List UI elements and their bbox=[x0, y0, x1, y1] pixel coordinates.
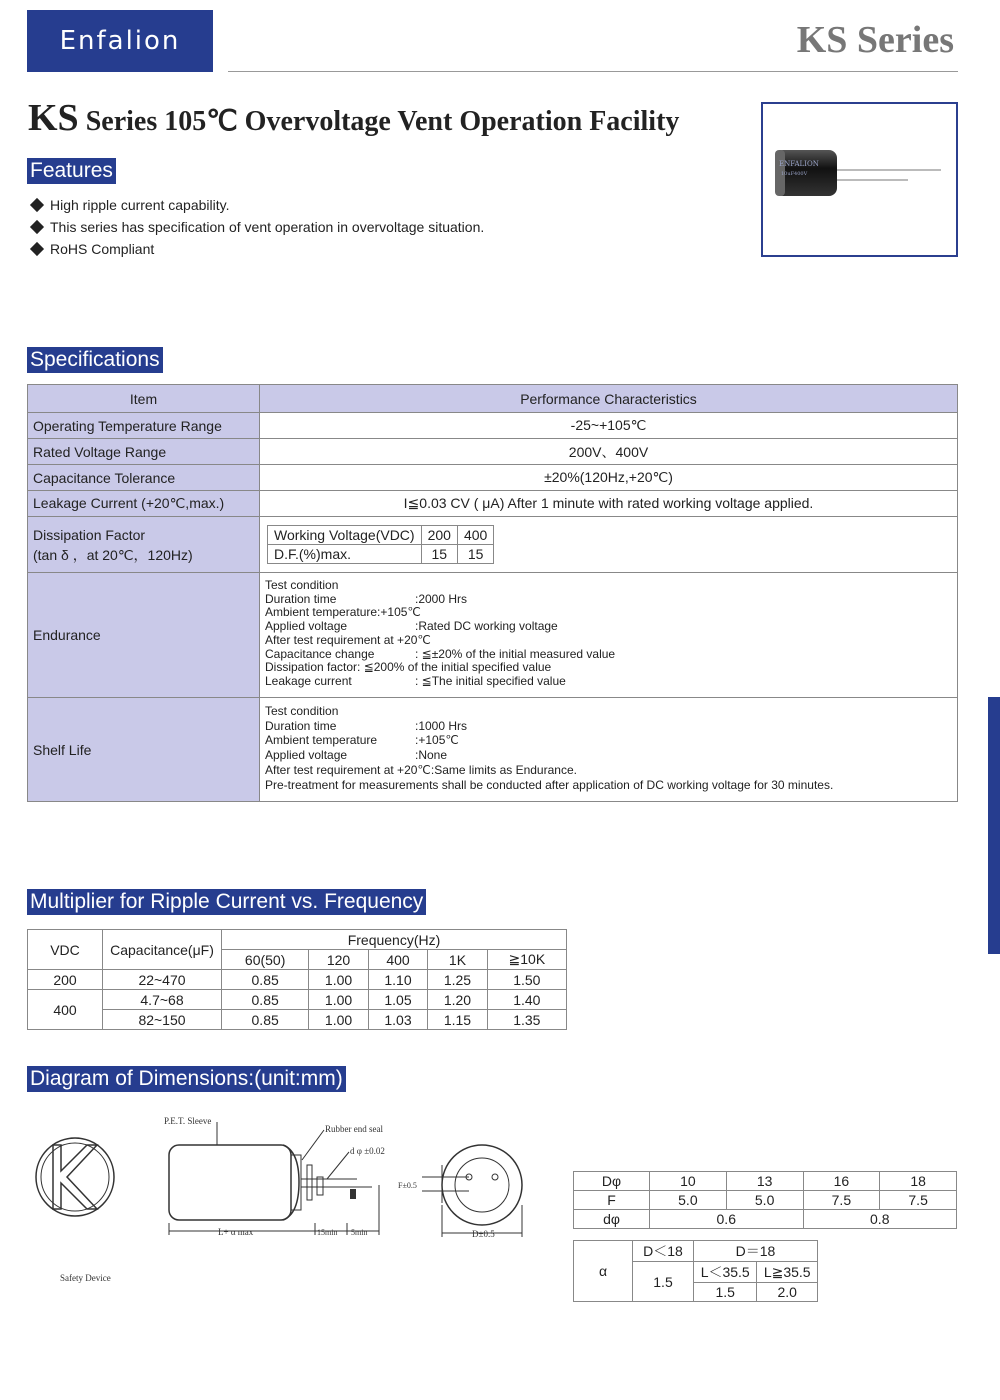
table-row: 200 22~470 0.85 1.00 1.10 1.25 1.50 bbox=[28, 970, 567, 990]
min15-label: 15min bbox=[317, 1228, 338, 1237]
diamond-bullet-icon bbox=[30, 220, 44, 234]
title-ks: KS bbox=[28, 97, 79, 139]
dphi-label: d φ ±0.02 bbox=[350, 1146, 385, 1156]
safety-label: Safety Device bbox=[60, 1273, 111, 1283]
capacitor-end-view bbox=[422, 1145, 522, 1237]
specifications-heading: Specifications bbox=[27, 347, 163, 373]
pet-label: P.E.T. Sleeve bbox=[164, 1116, 212, 1126]
df-table: Working Voltage(VDC) 200 400 D.F.(%)max. 15 15 bbox=[267, 525, 494, 564]
photo-label-1: ENFALION bbox=[779, 160, 819, 168]
photo-label-2: 10uF400V bbox=[781, 171, 808, 177]
shelf-life-row: Shelf Life Test condition Duration time :1000 Hrs Ambient temperature :+105℃ Applied voltage :None After test requirement at +20℃:Same limits as Endurance. Pre-treatment for measurements shall be conducted after application of DC working voltage for 30 minutes. bbox=[28, 698, 958, 802]
table-row: 82~150 0.85 1.00 1.03 1.15 1.35 bbox=[28, 1010, 567, 1030]
dimensions-heading: Diagram of Dimensions:(unit:mm) bbox=[27, 1066, 346, 1092]
rubber-label: Rubber end seal bbox=[325, 1124, 383, 1134]
title-rest: Series 105℃ Overvoltage Vent Operation Facility bbox=[85, 106, 680, 137]
min5-label: 5min bbox=[351, 1228, 368, 1237]
edge-tab-marker bbox=[988, 697, 1000, 954]
endurance-row: Endurance Test condition Duration time :2000 Hrs Ambient temperature:+105℃ Applied voltage :Rated DC working voltage After test requirement at +20℃ Capacitance change : ≦±20% of the initial measured value Dissipation factor: ≦200% of the initial specified value Leakage current : ≦The initial specified value bbox=[28, 573, 958, 698]
brand-logo bbox=[27, 10, 213, 72]
dimension-diagram bbox=[27, 1105, 567, 1295]
capacitor-side-view bbox=[169, 1122, 379, 1235]
page-title bbox=[28, 96, 679, 140]
table-row: Leakage Current (+20℃,max.) I≦0.03 CV ( μA) After 1 minute with rated working voltage applied. bbox=[28, 491, 958, 517]
capacitor-image bbox=[763, 104, 956, 255]
ripple-heading: Multiplier for Ripple Current vs. Frequency bbox=[27, 889, 426, 915]
table-row: Operating Temperature Range -25~+105℃ bbox=[28, 413, 958, 439]
diamond-bullet-icon bbox=[30, 242, 44, 256]
d-label: D±0.5 bbox=[472, 1229, 495, 1239]
safety-device-icon bbox=[36, 1138, 114, 1216]
series-title: KS Series bbox=[796, 19, 954, 61]
table-row: 400 4.7~68 0.85 1.00 1.05 1.20 1.40 bbox=[28, 990, 567, 1010]
diamond-bullet-icon bbox=[30, 198, 44, 212]
product-photo bbox=[761, 102, 958, 257]
alpha-table: α D＜18 D＝18 1.5 L＜35.5 L≧35.5 1.5 2.0 bbox=[573, 1240, 818, 1302]
brand-name: Enfalion bbox=[59, 26, 181, 56]
feature-item: RoHS Compliant bbox=[30, 241, 154, 257]
table-row: Dφ 10 13 16 18 bbox=[574, 1172, 957, 1191]
specifications-table bbox=[27, 384, 958, 802]
table-row: F 5.0 5.0 7.5 7.5 bbox=[574, 1191, 957, 1210]
table-row: Capacitance Tolerance ±20%(120Hz,+20℃) bbox=[28, 465, 958, 491]
ripple-table: VDC Capacitance(μF) Frequency(Hz) 60(50) 120 400 1K ≧10K 200 22~470 0.85 1.00 1.10 1.25 1.50 400 4.7~68 0.85 1.00 1.05 1.20 1.40 82~150 0.85 1.00 1.03 1.15 1.35 bbox=[27, 929, 567, 1030]
l-label: L+ α max bbox=[218, 1227, 254, 1237]
table-row: Rated Voltage Range 200V、400V bbox=[28, 439, 958, 465]
features-heading: Features bbox=[27, 158, 116, 184]
feature-item: This series has specification of vent operation in overvoltage situation. bbox=[30, 219, 484, 235]
feature-item: High ripple current capability. bbox=[30, 197, 230, 213]
header-divider bbox=[228, 71, 958, 72]
dimension-table bbox=[573, 1171, 957, 1229]
col-performance: Performance Characteristics bbox=[260, 385, 958, 413]
table-row: dφ 0.6 0.8 bbox=[574, 1210, 957, 1229]
f-label: F±0.5 bbox=[398, 1181, 417, 1190]
dissipation-row: Dissipation Factor (tan δ ，at 20℃，120Hz) Working Voltage(VDC) 200 400 D.F.(%)max. 15 15 bbox=[28, 517, 958, 573]
col-item: Item bbox=[28, 385, 260, 413]
